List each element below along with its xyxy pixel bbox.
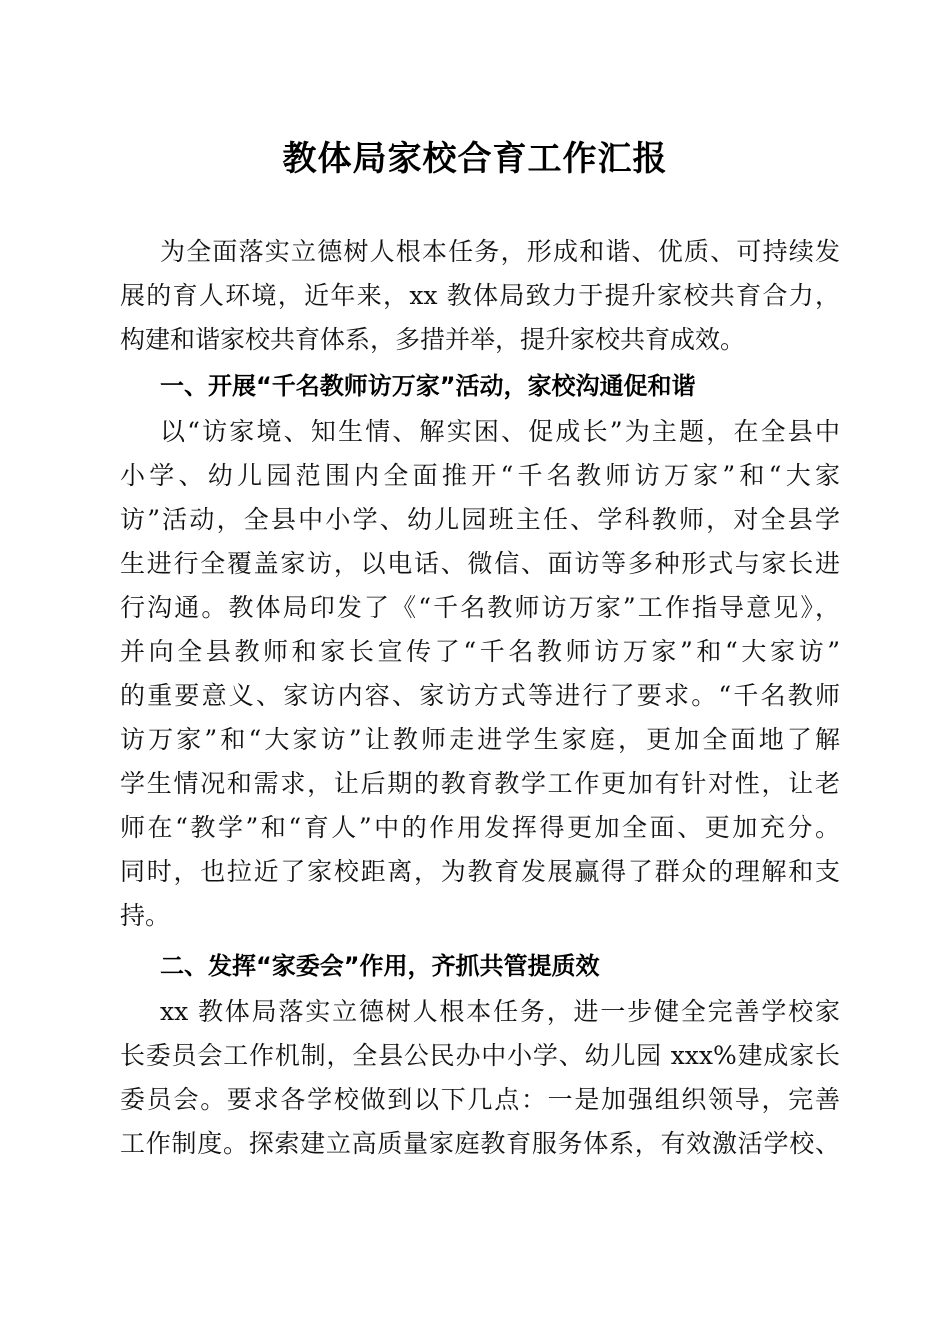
section-1-line-1: 以“访家境、知生情、解实困、促成长”为主题，在全县中 <box>160 417 840 446</box>
section-2-line-4: 工作制度。探索建立高质量家庭教育服务体系，有效激活学校、 <box>120 1129 840 1158</box>
section-1-line-4: 生进行全覆盖家访，以电话、微信、面访等多种形式与家长进 <box>120 549 840 578</box>
section-1-line-9: 学生情况和需求，让后期的教育教学工作更加有针对性，让老 <box>120 769 840 798</box>
section-1-line-6: 并向全县教师和家长宣传了“千名教师访万家”和“大家访” <box>120 637 840 666</box>
intro-line-3: 构建和谐家校共育体系，多措并举，提升家校共育成效。 <box>120 325 746 354</box>
section-2-line-3: 委员会。要求各学校做到以下几点：一是加强组织领导，完善 <box>120 1085 840 1114</box>
section-1-line-2: 小学、幼儿园范围内全面推开“千名教师访万家”和“大家 <box>120 461 840 490</box>
section-1-line-10: 师在“教学”和“育人”中的作用发挥得更加全面、更加充分。 <box>120 813 840 842</box>
section-1-heading: 一、开展“千名教师访万家”活动，家校沟通促和谐 <box>160 372 696 400</box>
section-2-heading: 二、发挥“家委会”作用，齐抓共管提质效 <box>160 952 600 980</box>
section-1-line-3: 访”活动，全县中小学、幼儿园班主任、学科教师，对全县学 <box>120 505 840 534</box>
document-title: 教体局家校合育工作汇报 <box>282 139 668 179</box>
section-1-line-8: 访万家”和“大家访”让教师走进学生家庭，更加全面地了解 <box>120 725 840 754</box>
section-1-line-5: 行沟通。教体局印发了《“千名教师访万家”工作指导意见》， <box>120 593 840 622</box>
section-2-line-1: xx 教体局落实立德树人根本任务，进一步健全完善学校家 <box>160 997 840 1026</box>
intro-line-1: 为全面落实立德树人根本任务，形成和谐、优质、可持续发 <box>160 237 840 266</box>
section-1-line-7: 的重要意义、家访内容、家访方式等进行了要求。“千名教师 <box>120 681 840 710</box>
section-1-line-12: 持。 <box>120 901 171 930</box>
intro-line-2: 展的育人环境，近年来，xx 教体局致力于提升家校共育合力， <box>120 281 840 310</box>
section-1-line-11: 同时，也拉近了家校距离，为教育发展赢得了群众的理解和支 <box>120 857 840 886</box>
section-2-line-2: 长委员会工作机制，全县公民办中小学、幼儿园 xxx%建成家长 <box>120 1041 840 1070</box>
